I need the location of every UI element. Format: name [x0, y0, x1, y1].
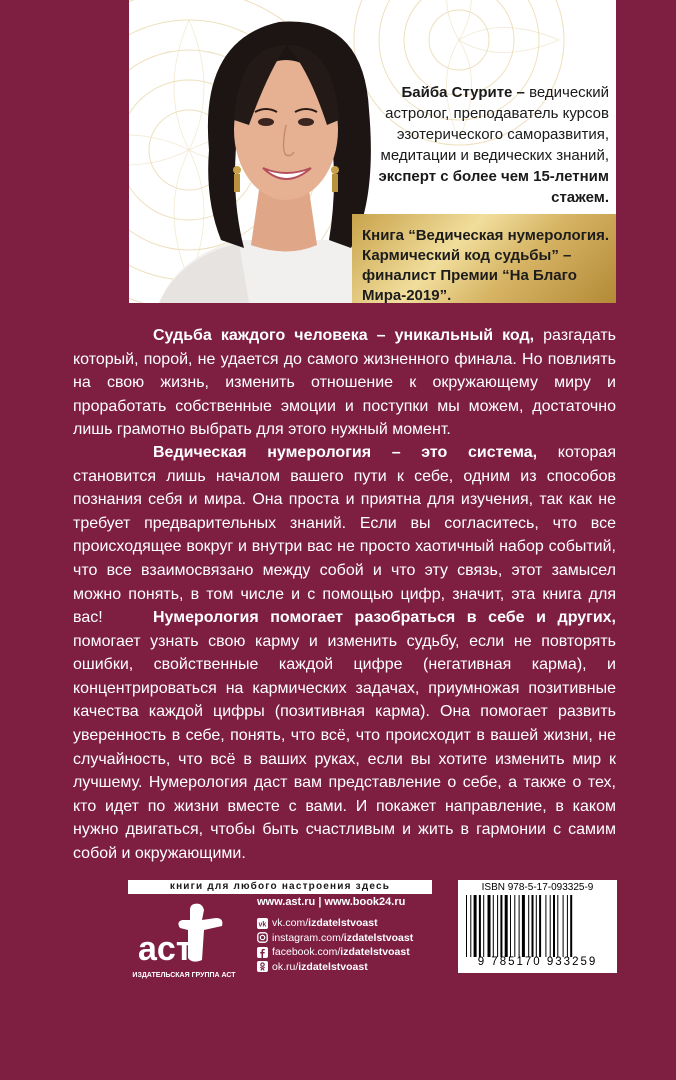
vk-icon [257, 918, 268, 929]
author-bio [365, 82, 609, 208]
barcode-digits: 9 785170 933259 [477, 956, 598, 968]
instagram-link-handle: izdatelstvoast [343, 931, 414, 944]
paragraph-1 [73, 324, 616, 442]
vk-link-prefix: vk.com/ [272, 917, 309, 930]
award-box [352, 214, 616, 303]
tagline-bar: книги для любого настроения здесь [128, 880, 432, 894]
ok-link-handle: izdatelstvoast [298, 960, 368, 973]
paragraph-2-text: которая становится лишь началом вашего пути к себе, одним из способов познания себя и мира. Она проста и приятна для изучения, так как не требует предварительных знаний. Если вы согласитесь, что все происходящее вокруг и внутри вас не просто хаотичный набор событий, что все взаимосвязано между собой и что эту связь, этот замысел можно понять, в том числе и с помощью цифр, значит, эта книга для вас! [73, 444, 616, 627]
paragraph-3 [73, 606, 616, 866]
paragraph-2-lead: Ведическая нумерология – это система, [153, 444, 538, 461]
social-links [257, 896, 457, 974]
paragraph-3-lead: Нумерология помогает разобраться в себе и других, [153, 609, 616, 626]
svg-text:vk: vk [258, 921, 267, 929]
instagram-link-prefix: instagram.com/ [272, 931, 344, 944]
paragraph-2 [73, 441, 616, 630]
publisher-name: ИЗДАТЕЛЬСКАЯ ГРУППА АСТ [132, 972, 236, 979]
paragraph-3-text: помогает узнать свою карму и изменить судьбу, если не повторять ошибки, свойственные каждой цифре (негативная карма), и концентрироваться на кармических задачах, приумножая позитивные качества каждой цифры (позитивная карма). Она помогает развить уверенность в себе, понять, что всё, что происходит в вашей жизни, не случайность, что всё в ваших руках, если вы хотите изменить мир к лучшему. Нумерология даст вам представление о себе, а также о тех, кто идет по жизни вместе с вами. И покажет направление, в каком нужно двигаться, чтобы быть счастливым и жить в гармонии с самим собой и окружающими. [73, 632, 616, 862]
facebook-icon [257, 947, 268, 958]
facebook-link[interactable] [257, 945, 457, 960]
facebook-link-handle: izdatelstvoast [340, 946, 410, 959]
vk-link-handle: izdatelstvoast [308, 917, 378, 930]
instagram-icon [257, 932, 268, 943]
barcode-box [458, 880, 617, 973]
instagram-link[interactable] [257, 931, 457, 946]
author-bio-emphasis: эксперт с более чем 15-летним стажем. [378, 168, 609, 206]
author-bio-text: ведический астролог, преподаватель курсов эзотерического саморазвития, медитации и ведических знаний, [380, 84, 609, 164]
ok-link[interactable] [257, 960, 457, 975]
isbn-label: ISBN 978-5-17-093325-9 [481, 882, 594, 893]
author-name: Байба Стурите – [401, 84, 525, 101]
ast-logo [132, 900, 232, 972]
ok-icon [257, 961, 268, 972]
ast-logo-text: аст [138, 930, 193, 968]
facebook-link-prefix: facebook.com/ [272, 946, 341, 959]
paragraph-1-lead: Судьба каждого человека – уникальный код, [153, 327, 535, 344]
award-text: Книга “Ведическая нумерология. Кармический код судьбы” – финалист Премии “На Благо Мира-2019”. [362, 227, 610, 304]
barcode [464, 895, 611, 957]
ok-link-prefix: ok.ru/ [272, 960, 299, 973]
paragraph-1-text: разгадать который, порой, не удается до самого жизненного финала. Но повлиять на свою жизнь, изменить отношение к окружающему миру и проработать собственные эмоции и поступки мы можем, достаточно лишь грамотно выбрать для этого нужный момент. [73, 327, 616, 439]
vk-link[interactable] [257, 916, 457, 931]
website-links[interactable]: www.ast.ru | www.book24.ru [257, 896, 406, 908]
